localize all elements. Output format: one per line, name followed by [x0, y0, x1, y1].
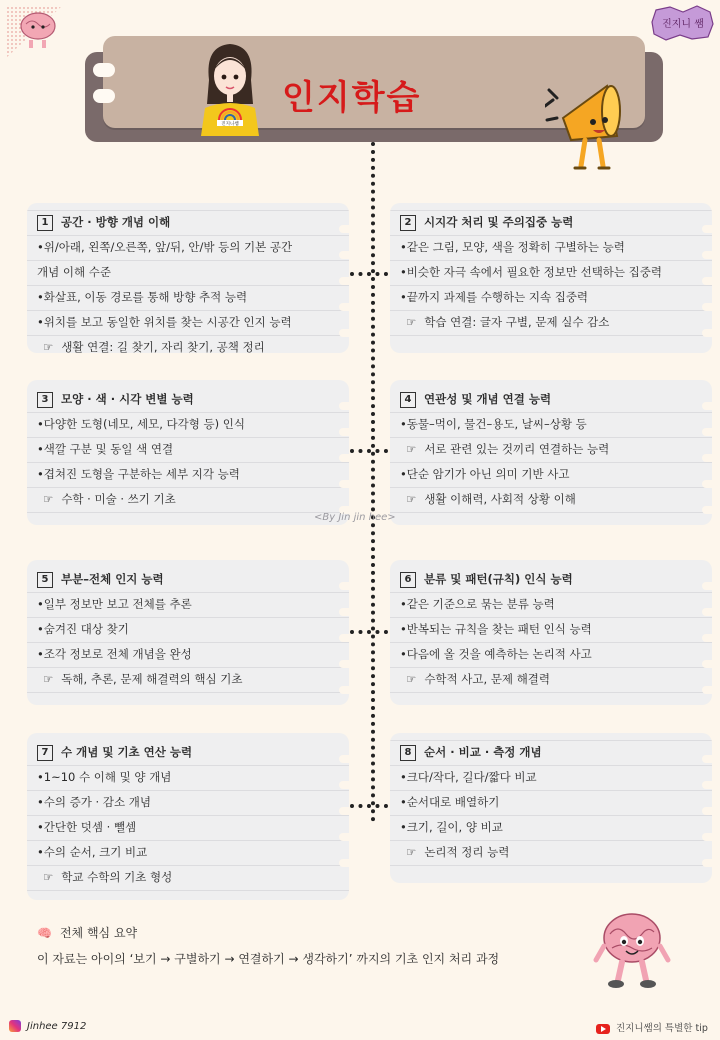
card-title-text: 부분–전체 인지 능력 — [61, 572, 164, 586]
card-line-text: •화살표, 이동 경로를 통해 방향 추적 능력 — [37, 290, 248, 304]
card-link-line — [400, 310, 702, 335]
card-bullet-line — [37, 235, 339, 260]
card-line-text: •같은 그림, 모양, 색을 정확히 구별하는 능력 — [400, 240, 625, 254]
card-title-text: 모양 · 색 · 시각 변별 능력 — [61, 392, 194, 406]
card-ring — [339, 807, 349, 815]
card-ring — [702, 608, 712, 616]
card-ring — [339, 225, 349, 233]
card-ring — [339, 303, 349, 311]
card-line-text: 개념 이해 수준 — [37, 265, 111, 279]
card-number: 4 — [400, 392, 416, 408]
card-title — [400, 567, 702, 592]
card-ring — [339, 428, 349, 436]
card-bullet-line — [37, 642, 339, 667]
card-line-text: •위치를 보고 동일한 위치를 찾는 시공간 인지 능력 — [37, 315, 292, 329]
card-ring — [702, 329, 712, 337]
card-ring — [339, 277, 349, 285]
info-card-4 — [390, 380, 712, 525]
card-title — [37, 387, 339, 412]
pointing-hand-icon: ☞ — [406, 845, 417, 859]
pointing-hand-icon: ☞ — [43, 672, 54, 686]
summary-text: 이 자료는 아이의 ‘보기 → 구별하기 → 연결하기 → 생각하기’ 까지의 기초 인지 처리 과정 — [37, 952, 500, 966]
card-ring — [702, 859, 712, 867]
card-title — [400, 210, 702, 235]
info-card-7 — [27, 733, 349, 900]
pointing-hand-icon: ☞ — [43, 492, 54, 506]
brain-icon: 🧠 — [37, 926, 52, 940]
badge-sticker — [650, 4, 716, 42]
card-ring — [702, 781, 712, 789]
card-line-text: •다음에 올 것을 예측하는 논리적 사고 — [400, 647, 592, 661]
card-ring — [339, 608, 349, 616]
card-bullet-line — [400, 412, 702, 437]
brain-mascot-icon — [592, 908, 672, 990]
card-ring — [702, 833, 712, 841]
instagram-handle: Jinhee 7912 — [27, 1021, 87, 1032]
footer-youtube — [596, 1020, 708, 1034]
card-bullet-line — [37, 790, 339, 815]
card-ring — [702, 480, 712, 488]
card-link-line — [37, 667, 339, 692]
card-title-text: 분류 및 패턴(규칙) 인식 능력 — [424, 572, 573, 586]
info-card-2 — [390, 203, 712, 353]
card-ring — [702, 303, 712, 311]
card-ring — [339, 660, 349, 668]
connector-branch — [350, 272, 388, 276]
card-line-text: •일부 정보만 보고 전체를 추론 — [37, 597, 192, 611]
card-bullet-line — [400, 285, 702, 310]
card-ring — [339, 755, 349, 763]
card-bullet-line — [37, 617, 339, 642]
card-link-line — [400, 487, 702, 512]
connector-trunk — [371, 142, 375, 822]
card-number: 8 — [400, 745, 416, 761]
banner-ring — [93, 89, 115, 103]
youtube-icon — [596, 1024, 610, 1034]
card-ring — [339, 686, 349, 694]
card-bullet-line — [400, 765, 702, 790]
card-line-text: •동물–먹이, 물건–용도, 날씨–상황 등 — [400, 417, 587, 431]
card-number: 6 — [400, 572, 416, 588]
card-line-text: •크기, 길이, 양 비교 — [400, 820, 503, 834]
card-bullet-line — [37, 260, 339, 285]
card-ring — [702, 454, 712, 462]
card-line-text: •수의 증가 · 감소 개념 — [37, 795, 151, 809]
connector-branch — [350, 804, 388, 808]
badge-text: 진지니 쌤 — [662, 19, 704, 30]
card-line-text: •간단한 덧셈 · 뺄셈 — [37, 820, 137, 834]
card-bullet-line — [37, 285, 339, 310]
card-number: 2 — [400, 215, 416, 231]
card-line-text: 독해, 추론, 문제 해결력의 핵심 기초 — [61, 672, 243, 686]
banner-ring — [93, 63, 115, 77]
card-ring — [702, 660, 712, 668]
card-number: 5 — [37, 572, 53, 588]
footer-instagram — [9, 1020, 86, 1032]
card-bullet-line — [400, 235, 702, 260]
card-ring — [339, 833, 349, 841]
card-line-text: 논리적 정리 능력 — [424, 845, 510, 859]
megaphone-mascot-icon — [545, 78, 645, 178]
card-ring — [339, 480, 349, 488]
card-line-text: •수의 순서, 크기 비교 — [37, 845, 148, 859]
card-line-text: 학교 수학의 기초 형성 — [61, 870, 173, 884]
card-ring — [702, 755, 712, 763]
card-ring — [702, 277, 712, 285]
card-line-text: •단순 암기가 아닌 의미 기반 사고 — [400, 467, 570, 481]
info-card-3 — [27, 380, 349, 525]
card-line-text: 학습 연결: 글자 구별, 문제 실수 감소 — [424, 315, 610, 329]
card-line-text: 생활 이해력, 사회적 상황 이해 — [424, 492, 576, 506]
card-line-text: •다양한 도형(네모, 세모, 다각형 등) 인식 — [37, 417, 245, 431]
card-line-text: •반복되는 규칙을 찾는 패턴 인식 능력 — [400, 622, 592, 636]
page-title: 인지학습 — [282, 78, 422, 118]
card-ring — [339, 251, 349, 259]
pointing-hand-icon: ☞ — [406, 315, 417, 329]
card-bullet-line — [400, 260, 702, 285]
summary-heading — [37, 924, 137, 941]
card-ring — [339, 582, 349, 590]
card-line-text: •순서대로 배열하기 — [400, 795, 500, 809]
card-line-text: •겹쳐진 도형을 구분하는 세부 지각 능력 — [37, 467, 240, 481]
card-title — [400, 740, 702, 765]
shirt-text: 진지니쌤 — [221, 122, 239, 127]
card-ring — [702, 686, 712, 694]
card-line-text: •조각 정보로 전체 개념을 완성 — [37, 647, 192, 661]
card-ring — [702, 807, 712, 815]
info-card-1 — [27, 203, 349, 353]
card-line-text: 수학적 사고, 문제 해결력 — [424, 672, 551, 686]
info-card-5 — [27, 560, 349, 705]
connector-branch — [350, 630, 388, 634]
card-line-text: 생활 연결: 길 찾기, 자리 찾기, 공책 정리 — [61, 340, 265, 353]
card-ring — [702, 428, 712, 436]
card-ring — [339, 859, 349, 867]
card-line-text: •비슷한 자극 속에서 필요한 정보만 선택하는 집중력 — [400, 265, 663, 279]
card-ring — [339, 402, 349, 410]
card-title — [400, 387, 702, 412]
card-line-text: •위/아래, 왼쪽/오른쪽, 앞/뒤, 안/밖 등의 기본 공간 — [37, 240, 293, 254]
card-ring — [339, 454, 349, 462]
card-link-line — [37, 487, 339, 512]
card-line-text: 서로 관련 있는 것끼리 연결하는 능력 — [424, 442, 610, 456]
card-link-line — [400, 437, 702, 462]
card-link-line — [400, 840, 702, 865]
card-bullet-line — [400, 642, 702, 667]
card-link-line — [37, 865, 339, 890]
card-bullet-line — [37, 437, 339, 462]
card-ring — [702, 251, 712, 259]
card-line-text: •색깔 구분 및 동일 색 연결 — [37, 442, 174, 456]
card-title — [37, 740, 339, 765]
card-title-text: 공간 · 방향 개념 이해 — [61, 215, 171, 229]
card-bullet-line — [37, 462, 339, 487]
card-bullet-line — [37, 765, 339, 790]
card-line-text: •크다/작다, 길다/짧다 비교 — [400, 770, 537, 784]
card-bullet-line — [37, 412, 339, 437]
card-line-text: •1~10 수 이해 및 양 개념 — [37, 770, 172, 784]
card-title-text: 연관성 및 개념 연결 능력 — [424, 392, 552, 406]
card-ring — [702, 582, 712, 590]
pointing-hand-icon: ☞ — [406, 492, 417, 506]
card-link-line — [400, 667, 702, 692]
watermark: <By Jin jin hee> — [314, 512, 396, 523]
card-link-line — [37, 335, 339, 353]
card-bullet-line — [37, 840, 339, 865]
card-bullet-line — [400, 462, 702, 487]
teacher-avatar-icon — [195, 40, 265, 136]
card-title-text: 시지각 처리 및 주의집중 능력 — [424, 215, 574, 229]
card-bullet-line — [37, 592, 339, 617]
instagram-icon — [9, 1020, 21, 1032]
info-card-8 — [390, 733, 712, 883]
card-number: 7 — [37, 745, 53, 761]
card-ring — [339, 329, 349, 337]
info-card-6 — [390, 560, 712, 705]
pointing-hand-icon: ☞ — [43, 340, 54, 353]
card-line-text: •같은 기준으로 묶는 분류 능력 — [400, 597, 555, 611]
card-ring — [702, 225, 712, 233]
card-title — [37, 567, 339, 592]
card-bullet-line — [37, 310, 339, 335]
card-line-text: •끝까지 과제를 수행하는 지속 집중력 — [400, 290, 589, 304]
card-title-text: 순서 · 비교 · 측정 개념 — [424, 745, 542, 759]
card-title-text: 수 개념 및 기초 연산 능력 — [61, 745, 193, 759]
pointing-hand-icon: ☞ — [43, 870, 54, 884]
summary-title: 전체 핵심 요약 — [59, 926, 138, 940]
pointing-hand-icon: ☞ — [406, 672, 417, 686]
youtube-channel: 진지니쌤의 특별한 tip — [616, 1023, 708, 1034]
card-bullet-line — [37, 815, 339, 840]
card-ring — [339, 781, 349, 789]
pointing-hand-icon: ☞ — [406, 442, 417, 456]
card-line-text: •숨겨진 대상 찾기 — [37, 622, 129, 636]
connector-branch — [350, 449, 388, 453]
card-ring — [702, 634, 712, 642]
card-bullet-line — [400, 790, 702, 815]
card-ring — [702, 402, 712, 410]
card-title — [37, 210, 339, 235]
card-ring — [702, 506, 712, 514]
card-bullet-line — [400, 592, 702, 617]
card-number: 3 — [37, 392, 53, 408]
card-number: 1 — [37, 215, 53, 231]
card-bullet-line — [400, 617, 702, 642]
card-bullet-line — [400, 815, 702, 840]
card-ring — [339, 634, 349, 642]
brain-sticker-icon — [6, 6, 62, 58]
card-line-text: 수학 · 미술 · 쓰기 기초 — [61, 492, 176, 506]
